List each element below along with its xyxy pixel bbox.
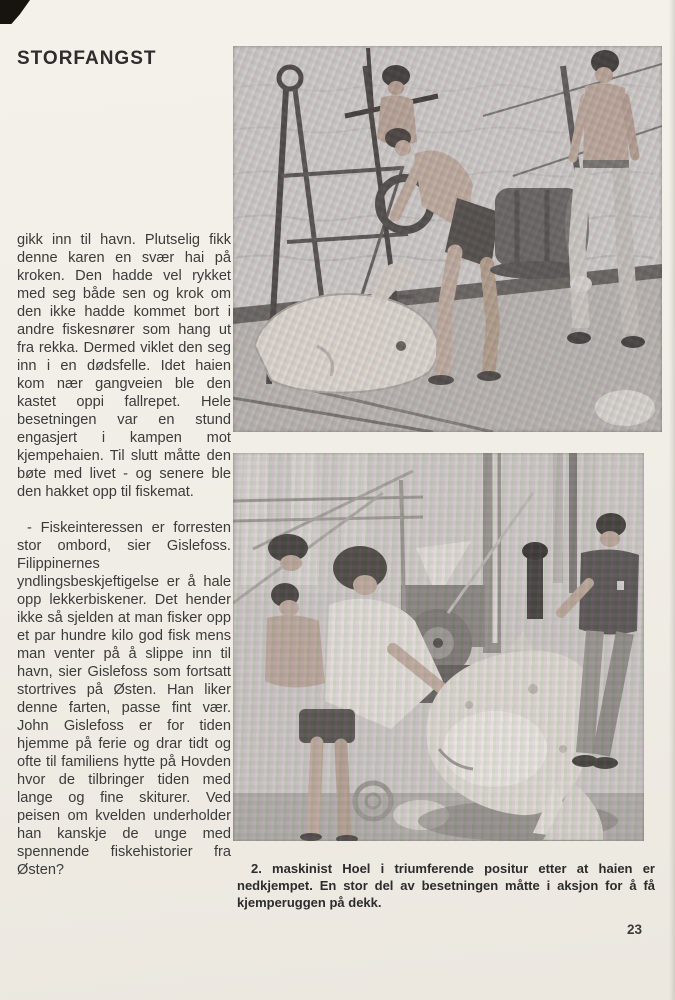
photo-first-illustration xyxy=(233,46,662,432)
article-column xyxy=(17,231,231,879)
corner-mark xyxy=(0,0,30,24)
page-number: 23 xyxy=(626,922,642,937)
photo-first xyxy=(233,46,662,432)
photo-second xyxy=(233,453,644,841)
pale-object xyxy=(595,390,655,426)
photo-second-illustration xyxy=(233,453,644,841)
page-edge-shadow xyxy=(669,0,675,1000)
photo-caption: 2. maskinist Hoel i triumferende positur etter at haien er nedkjempet. En stor del av besetningen måtte i aksjon for å få kjemperuggen på dekk. xyxy=(237,861,655,910)
page-title: STORFANGST xyxy=(17,48,157,69)
article-paragraph: - Fiskeinteressen er forresten stor ombord, sier Gislefoss. Filippinernes yndlingsbeskjeftigelse er å hale opp lekkerbiskener. Det hender ikke så sjelden at man fisker opp et par hundre kilo god fisk mens man venter på å slippe inn til havn, sier Gislefoss som fortsatt stortrives på Østen. Han liker denne farten, passe fint vær. John Gislefoss er for tiden hjemme på ferie og drar tidt og ofte til familiens hytte på Hovden hvor de tilbringer tiden med lange og fine skiturer. Ved peisen om kvelden underholder han kanskje de unge med spennende fiskehistorier fra Østen? xyxy=(17,520,231,878)
article-paragraph: gikk inn til havn. Plutselig fikk denne karen en svær hai på kroken. Den hadde vel rykket med seg både sen og krok om den ikke hadde kommet bort i andre fiskesnører som hang ut fra rekka. Dermed viklet den seg inn i en dødsfelle. Idet haien kom nær gangveien ble den kastet oppi fallrepet. Hele besetningen var en stund engasjert i kampen mot kjempehaien. Til slutt måtte den bøte med livet - og senere ble den hakket opp til fiskemat. xyxy=(17,232,231,500)
